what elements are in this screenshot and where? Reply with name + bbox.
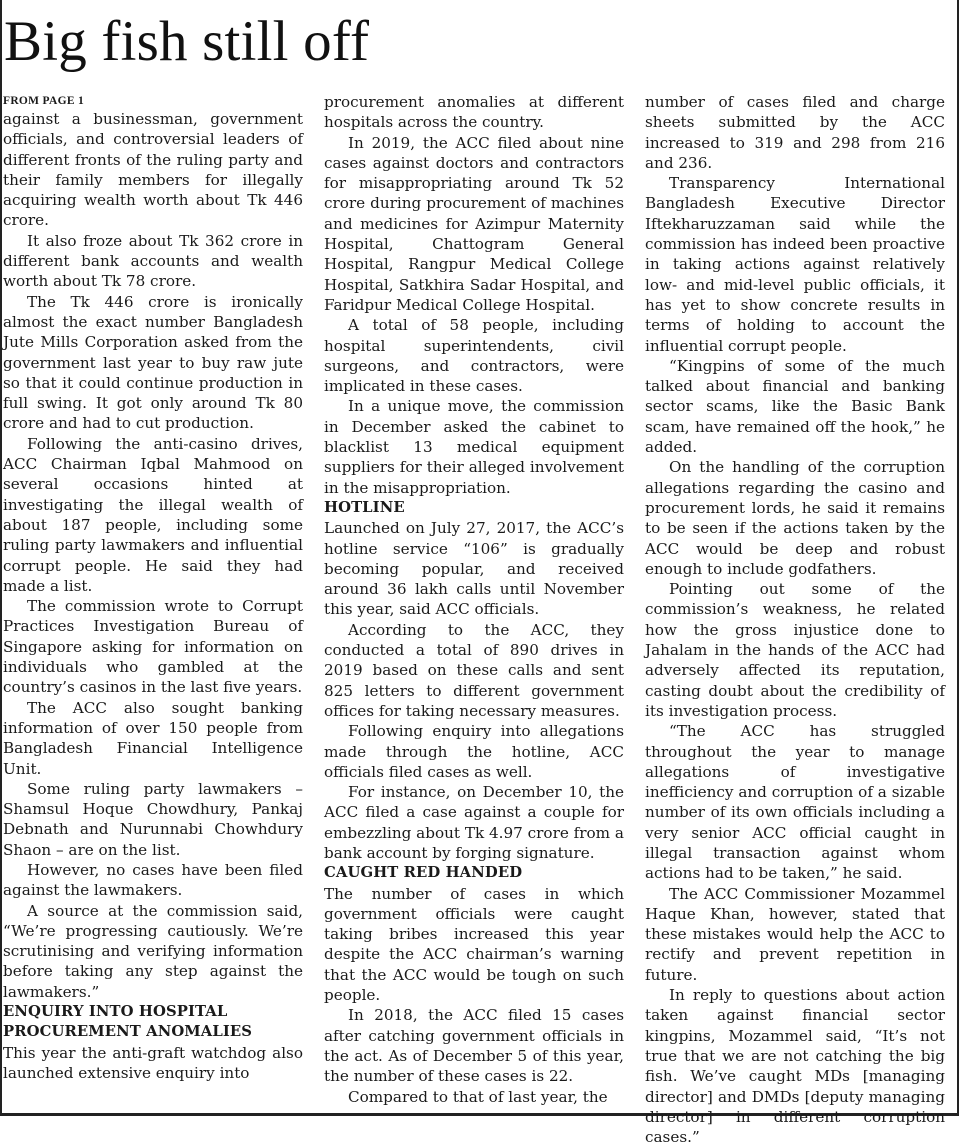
- paragraph: In a unique move, the commission in December asked the cabinet to blacklist 13 medical equipment suppliers for their alleged involvement in the misappropriation.: [324, 397, 624, 497]
- subhead-caught-red-handed: CAUGHT RED HANDED: [324, 864, 523, 882]
- paragraph: It also froze about Tk 362 crore in different bank accounts and wealth worth about Tk 78 crore.: [3, 231, 303, 291]
- article-column-3: [645, 92, 945, 1147]
- paragraph: According to the ACC, they conducted a total of 890 drives in 2019 based on these calls and sent 825 letters to different government offices for taking necessary measures.: [324, 620, 624, 720]
- paragraph: In 2018, the ACC filed 15 cases after catching government officials in the act. As of December 5 of this year, the number of these cases is 22.: [324, 1006, 624, 1086]
- paragraph: However, no cases have been filed against the lawmakers.: [3, 860, 303, 900]
- article-column-2: [324, 92, 624, 1112]
- paragraph: A source at the commission said, “We’re progressing cautiously. We’re scrutinising and verifying information before taking any step against the lawmakers.”: [3, 901, 303, 1001]
- headline: Big fish still off: [4, 10, 370, 73]
- paragraph: Following enquiry into allegations made through the hotline, ACC officials filed cases as well.: [324, 722, 624, 781]
- paragraph: Some ruling party lawmakers – Shamsul Hoque Chowdhury, Pankaj Debnath and Nurunnabi Chowhdury Shaon – are on the list.: [3, 779, 303, 859]
- article-column-1: [3, 93, 303, 1113]
- paragraph: Compared to that of last year, the: [348, 1087, 608, 1106]
- paragraph: In 2019, the ACC filed about nine cases against doctors and contractors for misappropriating around Tk 52 crore during procurement of machines and medicines for Azimpur Maternity Hospital, Chattogram General Hospital, Rangpur Medical College Hospital, Satkhira Sadar Hospital, and Faridpur Medical College Hospital.: [324, 133, 624, 314]
- paragraph: The Tk 446 crore is ironically almost the exact number Bangladesh Jute Mills Corporation asked from the government last year to buy raw jute so that it could continue production in full swing. It got only around Tk 80 crore and had to cut production.: [3, 292, 303, 433]
- kicker-from-page: FROM PAGE 1: [3, 95, 85, 107]
- subhead-hospital-procurement: ENQUIRY INTO HOSPITAL PROCUREMENT ANOMALIES: [3, 1003, 253, 1041]
- paragraph: The ACC also sought banking information of over 150 people from Bangladesh Financial Intelligence Unit.: [3, 698, 303, 778]
- paragraph: The number of cases in which government officials were caught taking bribes increased this year despite the ACC chairman’s warning that the ACC would be tough on such people.: [324, 884, 624, 1005]
- paragraph: This year the anti-graft watchdog also launched extensive enquiry into: [3, 1043, 303, 1082]
- paragraph: In reply to questions about action taken against financial sector kingpins, Mozammel said, “It’s not true that we are not catching the big fish. We’ve caught MDs [managing director] and DMDs [deputy managing director] in different corruption cases.”: [645, 986, 945, 1147]
- subhead-hotline: HOTLINE: [324, 498, 405, 516]
- paragraph: The commission wrote to Corrupt Practices Investigation Bureau of Singapore asking for information on individuals who gambled at the country’s casinos in the last five years.: [3, 597, 303, 697]
- paragraph: “The ACC has struggled throughout the year to manage allegations of investigative inefficiency and corruption of a sizable number of its own officials including a very senior ACC official caught in illegal transaction against whom actions had to be taken,” he said.: [645, 722, 945, 883]
- paragraph: Following the anti-casino drives, ACC Chairman Iqbal Mahmood on several occasions hinted at investigating the illegal wealth of about 187 people, including some ruling party lawmakers and influential corrupt people. He said they had made a list.: [3, 434, 303, 595]
- paragraph: number of cases filed and charge sheets submitted by the ACC increased to 319 and 298 from 216 and 236.: [645, 93, 945, 172]
- paragraph: Launched on July 27, 2017, the ACC’s hotline service “106” is gradually becoming popular, and received around 36 lakh calls until November this year, said ACC officials.: [324, 519, 624, 619]
- paragraph: Transparency International Bangladesh Executive Director Iftekharuzzaman said while the commission has indeed been proactive in taking actions against relatively low- and mid-level public officials, it has yet to show concrete results in terms of holding to account the influential corrupt people.: [645, 174, 945, 355]
- paragraph: Pointing out some of the commission’s weakness, he related how the gross injustice done to Jahalam in the hands of the ACC had adversely affected its reputation, casting doubt about the credibility of its investigation process.: [645, 580, 945, 720]
- paragraph: For instance, on December 10, the ACC filed a case against a couple for embezzling about Tk 4.97 crore from a bank account by forging signature.: [324, 783, 624, 862]
- page-border-left: [0, 0, 2, 1116]
- paragraph: procurement anomalies at different hospitals across the country.: [324, 93, 624, 132]
- paragraph: A total of 58 people, including hospital superintendents, civil surgeons, and contractors, were implicated in these cases.: [324, 316, 624, 396]
- paragraph: On the handling of the corruption allegations regarding the casino and procurement lords, he said it remains to be seen if the actions taken by the ACC would be deep and robust enough to include godfathers.: [645, 458, 945, 578]
- paragraph: “Kingpins of some of the much talked about financial and banking sector scams, like the Basic Bank scam, have remained off the hook,” he added.: [645, 356, 945, 457]
- paragraph: against a businessman, government officials, and controversial leaders of different fronts of the ruling party and their family members for illegally acquiring wealth worth about Tk 446 crore.: [3, 110, 303, 230]
- paragraph: The ACC Commissioner Mozammel Haque Khan, however, stated that these mistakes would help the ACC to rectify and prevent repetition in future.: [645, 884, 945, 984]
